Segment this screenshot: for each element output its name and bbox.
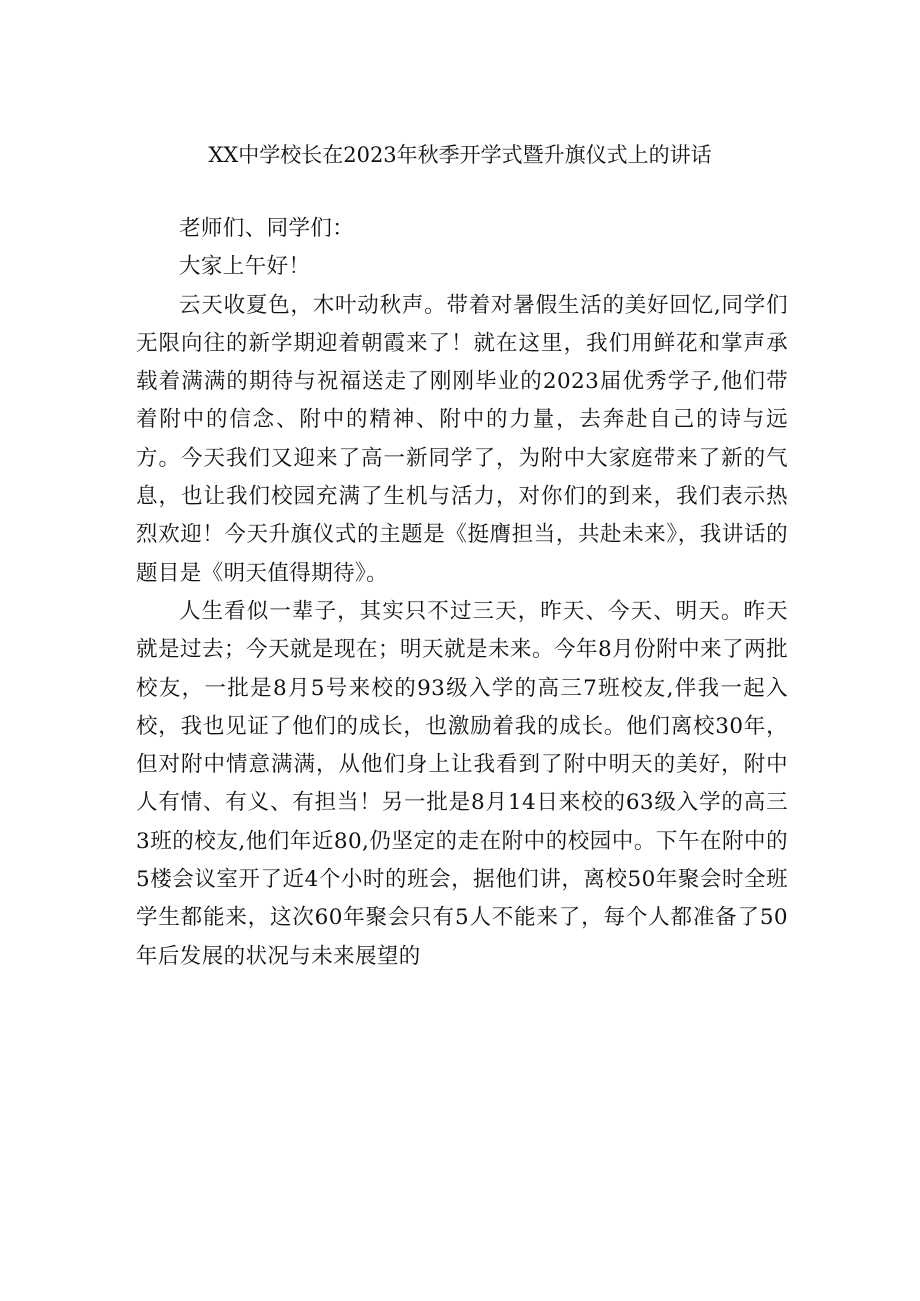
hello-line: 大家上午好！ xyxy=(179,254,311,280)
document-title: XX中学校长在2023年秋季开学式暨升旗仪式上的讲话 xyxy=(208,143,712,167)
paragraph: 云天收夏色，木叶动秋声。带着对暑假生活的美好回忆,同学们无限向往的新学期迎着朝霞来了！就在这里，我们用鲜花和掌声承载着满满的期待与祝福送走了刚刚毕业的2023届优秀学子,他们带着附中的信念、附中的精神、附中的力量，去奔赴自己的诗与远方。今天我们又迎来了高一新同学了，为附中大家庭带来了新的气息，也让我们校园充满了生机与活力，对你们的到来，我们表示热烈欢迎！今天升旗仪式的主题是《挺膺担当，共赴未来》，我讲话的题目是《明天值得期待》。 xyxy=(136,292,788,586)
paragraph: 人生看似一辈子，其实只不过三天，昨天、今天、明天。昨天就是过去；今天就是现在；明天就是未来。今年8月份附中来了两批校友，一批是8月5号来校的93级入学的高三7班校友,伴我一起入校，我也见证了他们的成长，也激励着我的成长。他们离校30年，但对附中情意满满，从他们身上让我看到了附中明天的美好，附中人有情、有义、有担当！另一批是8月14日来校的63级入学的高三3班的校友,他们年近80,仍坚定的走在附中的校园中。下午在附中的5楼会议室开了近4个小时的班会，据他们讲，离校50年聚会时全班学生都能来，这次60年聚会只有5人不能来了，每个人都准备了50年后发展的状况与未来展望的 xyxy=(136,598,788,969)
greeting-line: 老师们、同学们： xyxy=(179,216,355,241)
document-body xyxy=(136,210,788,976)
